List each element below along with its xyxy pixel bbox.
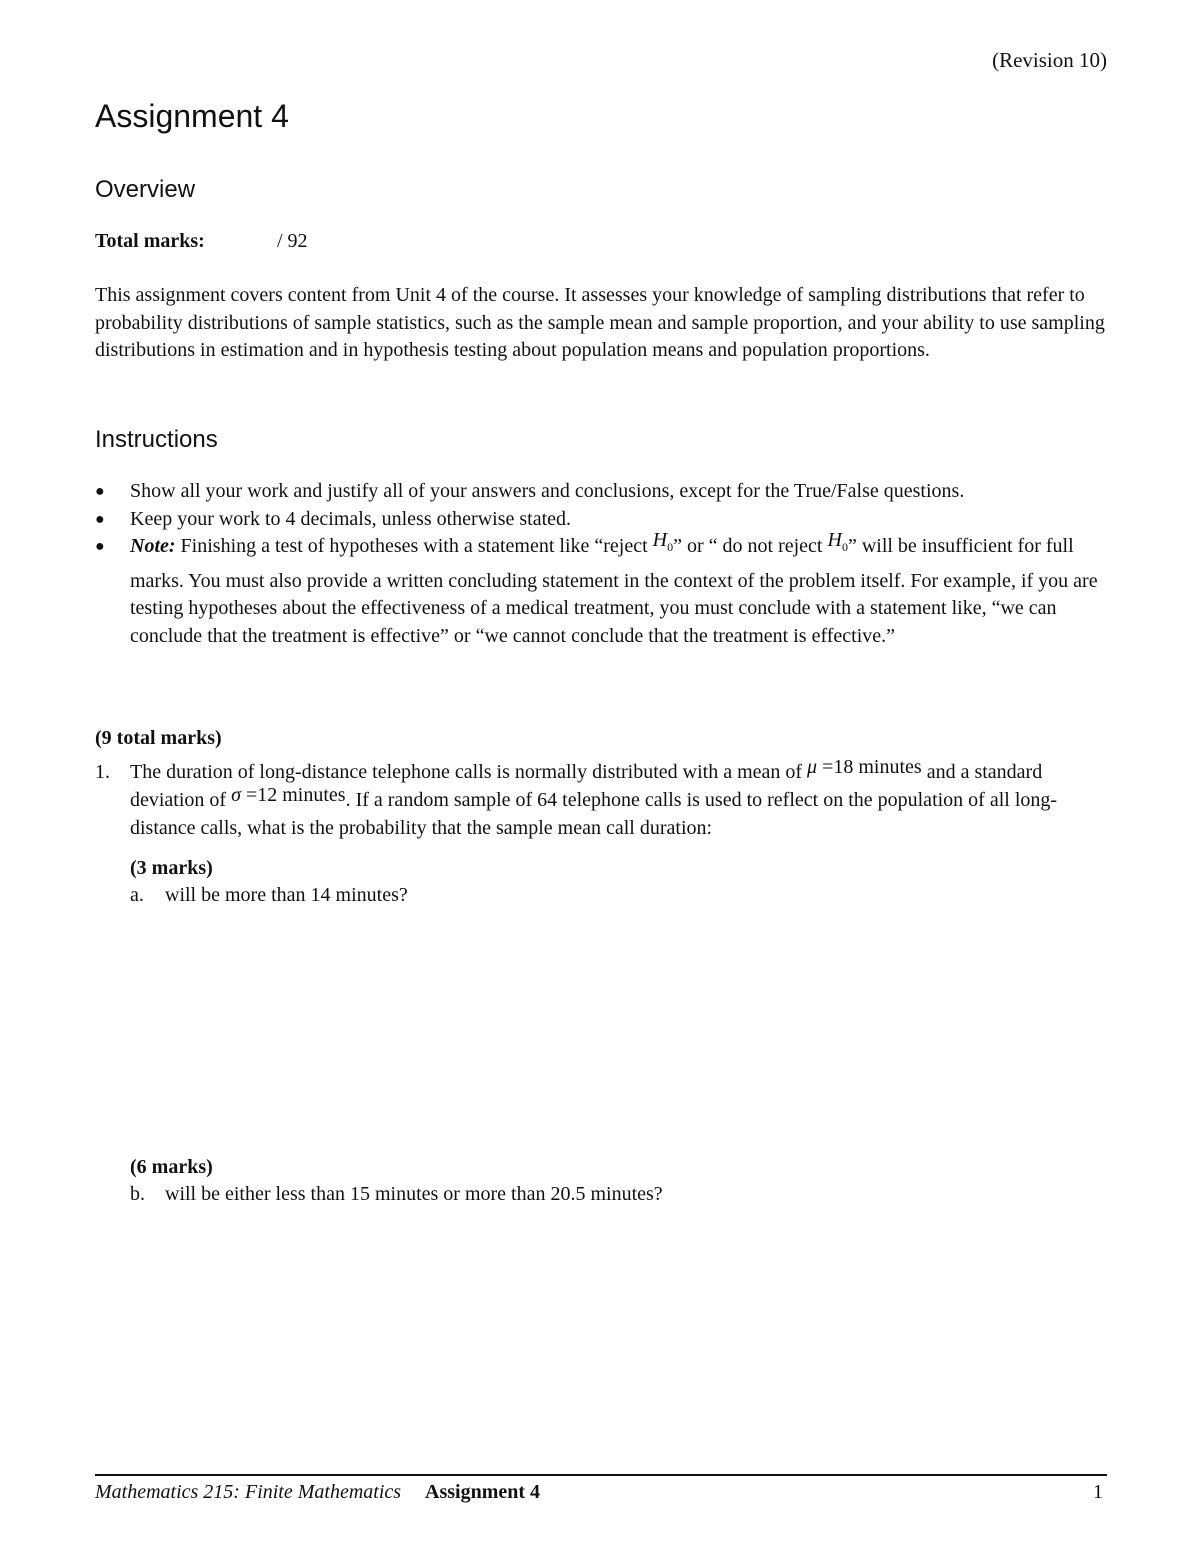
note-text-2: ” or “ do not reject — [673, 535, 828, 557]
bullet-icon: ● — [95, 510, 105, 528]
note-text-1: Finishing a test of hypotheses with a statement like “reject — [175, 535, 653, 557]
part-b-marks: (6 marks) — [130, 1156, 213, 1178]
instruction-text: Show all your work and justify all of your answers and conclusions, except for the True/False questions. — [130, 480, 965, 502]
instructions-list — [95, 478, 1107, 650]
mu-value: =18 minutes — [817, 756, 922, 778]
footer-assignment: Assignment 4 — [425, 1481, 541, 1503]
question-number: 1. — [95, 761, 110, 783]
question-text-3: . If a random sample of 64 telephone calls is used to reflect on the population of all long-distance calls, what is the probability that the sample mean call duration: — [130, 789, 1058, 839]
page-number: 1 — [1093, 1481, 1103, 1503]
note-text-3: ” will be insufficient for full marks. You must also provide a written concluding statement in the context of the problem itself. For example, if you are testing hypotheses about the effectiveness of a medical treatment, you must conclude with a statement like, “we can conclude that the treatment is effective” or “we cannot conclude that the treatment is effective.” — [130, 535, 1098, 647]
question-text-2: and a standard deviation of — [130, 761, 1043, 811]
h0-subscript: 0 — [841, 540, 848, 554]
total-marks-value: / 92 — [277, 230, 308, 252]
mu-symbol: μ — [807, 756, 818, 778]
part-b-letter: b. — [130, 1183, 145, 1205]
page-title: Assignment 4 — [95, 98, 289, 134]
h0-symbol — [652, 529, 674, 554]
question-body — [130, 758, 1107, 842]
sigma-symbol: σ — [231, 784, 241, 806]
overview-heading: Overview — [95, 176, 196, 203]
part-b — [130, 1183, 663, 1206]
instruction-text: Keep your work to 4 decimals, unless otherwise stated. — [130, 507, 572, 530]
overview-paragraph: This assignment covers content from Unit 4 of the course. It assesses your knowledge of sampling distributions that refer to probability distributions of sample statistics, such as the sample mean and sample proportion, and your ability to use sampling distributions in estimation and in hypothesis testing about population means and population proportions. — [95, 284, 1105, 361]
h0-symbol — [827, 529, 848, 554]
footer-rule — [95, 1474, 1107, 1476]
question1-total-marks: (9 total marks) — [95, 727, 222, 749]
footer — [95, 1481, 1107, 1504]
question1 — [95, 758, 1107, 842]
part-a — [130, 884, 408, 907]
bullet-icon: ● — [95, 538, 105, 555]
part-a-marks: (3 marks) — [130, 857, 213, 879]
instruction-item — [95, 478, 1107, 506]
instruction-item — [95, 506, 1107, 534]
h0-subscript: 0 — [667, 540, 674, 554]
instruction-item — [95, 529, 1107, 650]
revision-label: (Revision 10) — [992, 48, 1107, 72]
h0-letter: H — [827, 529, 842, 551]
total-marks-label: Total marks: — [95, 230, 205, 252]
part-a-letter: a. — [130, 884, 144, 906]
bullet-icon: ● — [95, 483, 105, 500]
note-label: Note: — [130, 535, 176, 557]
instructions-heading: Instructions — [95, 426, 218, 453]
total-marks — [95, 230, 308, 253]
footer-course: Mathematics 215: Finite Mathematics — [95, 1481, 402, 1503]
question-text-1: The duration of long-distance telephone calls is normally distributed with a mean of — [130, 761, 808, 783]
sigma-value: =12 minutes — [240, 784, 346, 806]
part-a-text: will be more than 14 minutes? — [165, 884, 408, 906]
part-b-text: will be either less than 15 minutes or more than 20.5 minutes? — [165, 1183, 663, 1205]
h0-letter: H — [652, 529, 668, 551]
